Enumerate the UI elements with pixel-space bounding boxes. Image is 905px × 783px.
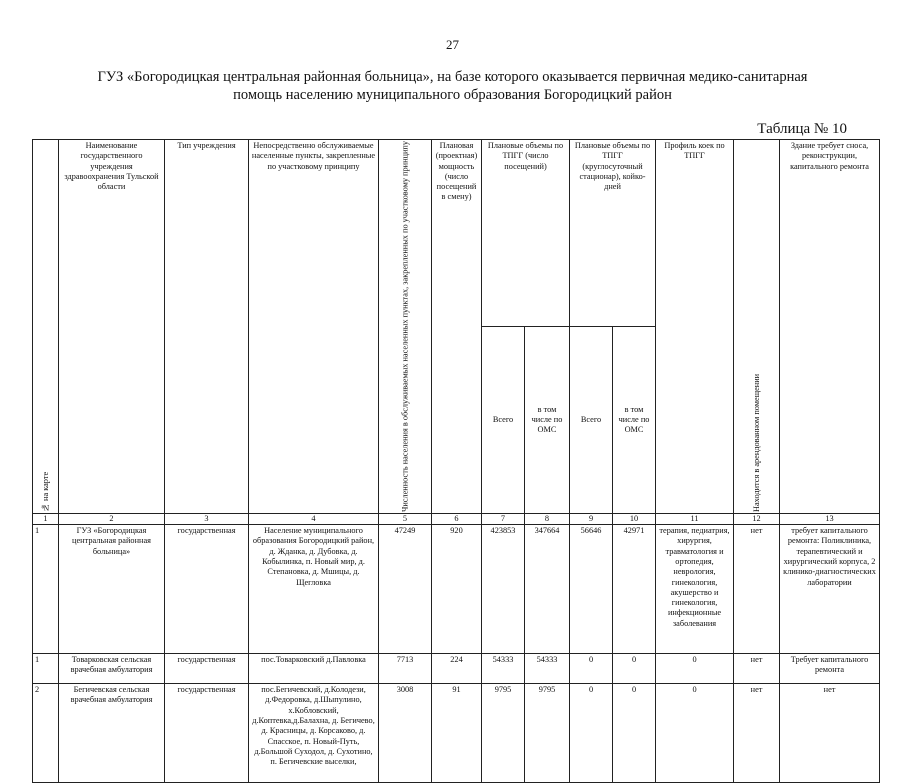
- cell-institution-type: государственная: [165, 525, 249, 654]
- cell-map-number: 1: [33, 525, 59, 654]
- cell-bed-profile: 0: [656, 684, 734, 783]
- header-beds-oms: в том числе по ОМС: [613, 327, 656, 514]
- column-number: 11: [656, 514, 734, 525]
- cell-map-number: 1: [33, 654, 59, 684]
- cell-visits-total: 9795: [482, 684, 525, 783]
- cell-rented: нет: [734, 525, 780, 654]
- cell-population: 3008: [379, 684, 432, 783]
- cell-population: 7713: [379, 654, 432, 684]
- cell-building: требует капитального ремонта: Поликлиника, терапевтический и хирургический корпуса, 2 клинико-диагностических лаборатории: [780, 525, 880, 654]
- column-number: 10: [613, 514, 656, 525]
- cell-settlements: пос.Бегичевский, д.Колодези, д.Федоровка, д.Шыпулино, х.Кобловский, д.Коптевка,д.Балахна, д. Бегичево, д. Красницы, д. Корсаково, д. Спасское, п. Новый-Путь, д.Большой Суходол, д. Сухотино, п. Бегичевские выселки,: [249, 684, 379, 783]
- column-number-row: [33, 514, 880, 525]
- cell-beds-oms: 42971: [613, 525, 656, 654]
- cell-institution-type: государственная: [165, 684, 249, 783]
- page-number: 27: [446, 37, 459, 52]
- cell-capacity: 920: [432, 525, 482, 654]
- cell-rented: нет: [734, 684, 780, 783]
- cell-institution-name: ГУЗ «Богородицкая центральная районная больница»: [59, 525, 165, 654]
- cell-beds-oms: 0: [613, 684, 656, 783]
- header-capacity: Плановая (проектная) мощность (число посещений в смену): [432, 140, 482, 514]
- cell-institution-name: Бегичевская сельская врачебная амбулатория: [59, 684, 165, 783]
- cell-beds-total: 0: [570, 684, 613, 783]
- column-number: 9: [570, 514, 613, 525]
- cell-visits-oms: 347664: [525, 525, 570, 654]
- header-bed-profile: Профиль коек по ТПГГ: [656, 140, 734, 514]
- cell-institution-type: государственная: [165, 654, 249, 684]
- title-line-1: ГУЗ «Богородицкая центральная районная больница», на базе которого оказывается первичная медико-санитарная: [97, 69, 808, 85]
- column-number: 3: [165, 514, 249, 525]
- header-beds-total: Всего: [570, 327, 613, 514]
- document-title: [40, 68, 865, 104]
- cell-beds-oms: 0: [613, 654, 656, 684]
- cell-map-number: 2: [33, 684, 59, 783]
- header-settlements: Непосредственно обслуживаемые населенные пункты, закрепленные по участковому принципу: [249, 140, 379, 514]
- column-number: 7: [482, 514, 525, 525]
- header-row: [33, 140, 880, 327]
- cell-beds-total: 0: [570, 654, 613, 684]
- cell-visits-oms: 54333: [525, 654, 570, 684]
- table-row: [33, 684, 880, 783]
- cell-visits-total: 54333: [482, 654, 525, 684]
- column-number: 1: [33, 514, 59, 525]
- column-number: 2: [59, 514, 165, 525]
- column-number: 6: [432, 514, 482, 525]
- cell-population: 47249: [379, 525, 432, 654]
- header-population: Численность населения в обслуживаемых населенных пунктах, закрепленных по участковому принципу: [379, 140, 432, 514]
- table-label: Таблица № 10: [757, 121, 847, 137]
- cell-rented: нет: [734, 654, 780, 684]
- cell-building: Требует капитального ремонта: [780, 654, 880, 684]
- column-number: 5: [379, 514, 432, 525]
- cell-capacity: 224: [432, 654, 482, 684]
- column-number: 8: [525, 514, 570, 525]
- cell-settlements: Население муниципального образования Богородицкий район, д. Жданка, д. Дубовка, д. Кобылинка, п. Новый мир, д. Степановка, д. Мшицы, д. Щегловка: [249, 525, 379, 654]
- table-row: [33, 654, 880, 684]
- header-visits: Плановые объемы по ТПГГ (число посещений): [482, 140, 570, 327]
- header-rented: Находится в арендованном помещении: [734, 140, 780, 514]
- header-map-number: № на карте: [33, 140, 59, 514]
- cell-settlements: пос.Товарковский д.Павловка: [249, 654, 379, 684]
- cell-capacity: 91: [432, 684, 482, 783]
- header-beds: Плановые объемы по ТПГГ (круглосуточный стационар), койко-дней: [570, 140, 656, 327]
- cell-visits-oms: 9795: [525, 684, 570, 783]
- cell-bed-profile: 0: [656, 654, 734, 684]
- header-institution-name: Наименование государственного учреждения здравоохранения Тульской области: [59, 140, 165, 514]
- column-number: 13: [780, 514, 880, 525]
- table-row: [33, 525, 880, 654]
- facilities-table: [32, 139, 880, 783]
- column-number: 12: [734, 514, 780, 525]
- header-visits-oms: в том числе по ОМС: [525, 327, 570, 514]
- cell-building: нет: [780, 684, 880, 783]
- header-visits-total: Всего: [482, 327, 525, 514]
- cell-beds-total: 56646: [570, 525, 613, 654]
- cell-institution-name: Товарковская сельская врачебная амбулатория: [59, 654, 165, 684]
- cell-bed-profile: терапия, педиатрия, хирургия, травматология и ортопедия, неврология, гинекология, акушерство и гинекология, инфекционные заболевания: [656, 525, 734, 654]
- column-number: 4: [249, 514, 379, 525]
- header-institution-type: Тип учреждения: [165, 140, 249, 514]
- cell-visits-total: 423853: [482, 525, 525, 654]
- title-line-2: помощь населению муниципального образования Богородицкий район: [233, 87, 672, 103]
- header-building: Здание требует сноса, реконструкции, капитального ремонта: [780, 140, 880, 514]
